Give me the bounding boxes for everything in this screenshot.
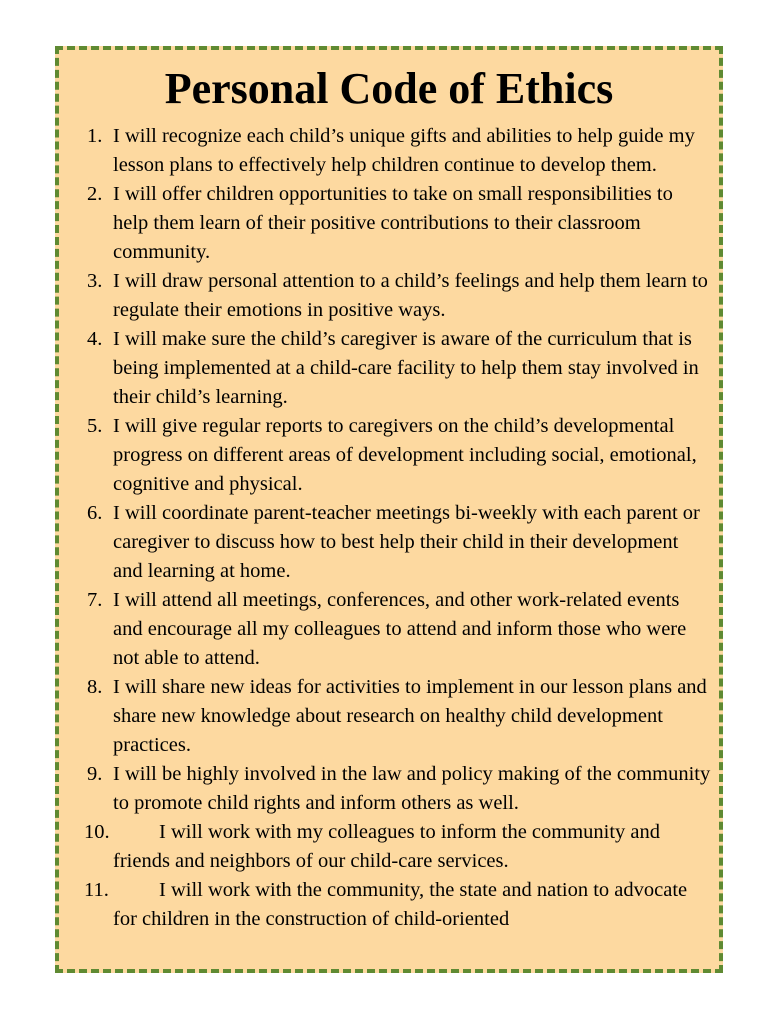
list-item bbox=[87, 122, 711, 180]
list-item bbox=[84, 876, 711, 934]
list-item bbox=[87, 412, 711, 499]
item-number: 9. bbox=[87, 763, 103, 785]
list-item bbox=[87, 180, 711, 267]
list-item bbox=[87, 673, 711, 760]
list-item bbox=[87, 325, 711, 412]
item-number: 2. bbox=[87, 183, 103, 205]
ethics-card bbox=[55, 46, 723, 973]
item-number: 11. bbox=[84, 879, 109, 901]
item-text: I will make sure the child’s caregiver is aware of the curriculum that is being implemented at a child-care facility to help them stay involved in their child’s learning. bbox=[113, 328, 699, 408]
item-text: I will offer children opportunities to take on small responsibilities to help them learn of their positive contributions to their classroom community. bbox=[113, 183, 673, 263]
ethics-list bbox=[59, 122, 719, 934]
item-number: 1. bbox=[87, 125, 103, 147]
list-item bbox=[87, 499, 711, 586]
item-number: 5. bbox=[87, 415, 103, 437]
item-number: 7. bbox=[87, 589, 103, 611]
list-item bbox=[87, 267, 711, 325]
item-number: 3. bbox=[87, 270, 103, 292]
item-text: I will coordinate parent-teacher meetings bi-weekly with each parent or caregiver to discuss how to best help their child in their development and learning at home. bbox=[113, 502, 700, 582]
list-item bbox=[87, 586, 711, 673]
item-text: I will attend all meetings, conferences, and other work-related events and encourage all my colleagues to attend and inform those who were not able to attend. bbox=[113, 589, 687, 669]
item-text: I will work with my colleagues to inform the community and friends and neighbors of our child-care services. bbox=[113, 821, 661, 872]
list-item bbox=[84, 818, 711, 876]
item-number: 6. bbox=[87, 502, 103, 524]
page-title: Personal Code of Ethics bbox=[164, 64, 614, 113]
item-text: I will work with the community, the state and nation to advocate for children in the construction of child-oriented bbox=[113, 879, 688, 930]
item-number: 4. bbox=[87, 328, 103, 350]
item-text: I will recognize each child’s unique gifts and abilities to help guide my lesson plans to effectively help children continue to develop them. bbox=[113, 125, 695, 176]
item-number: 8. bbox=[87, 676, 103, 698]
item-text: I will give regular reports to caregivers on the child’s developmental progress on different areas of development including social, emotional, cognitive and physical. bbox=[113, 415, 697, 495]
item-number: 10. bbox=[84, 821, 110, 843]
item-text: I will draw personal attention to a child’s feelings and help them learn to regulate their emotions in positive ways. bbox=[113, 270, 708, 321]
list-item bbox=[87, 760, 711, 818]
item-text: I will be highly involved in the law and policy making of the community to promote child rights and inform others as well. bbox=[113, 763, 711, 814]
item-text: I will share new ideas for activities to implement in our lesson plans and share new knowledge about research on healthy child development practices. bbox=[113, 676, 707, 756]
